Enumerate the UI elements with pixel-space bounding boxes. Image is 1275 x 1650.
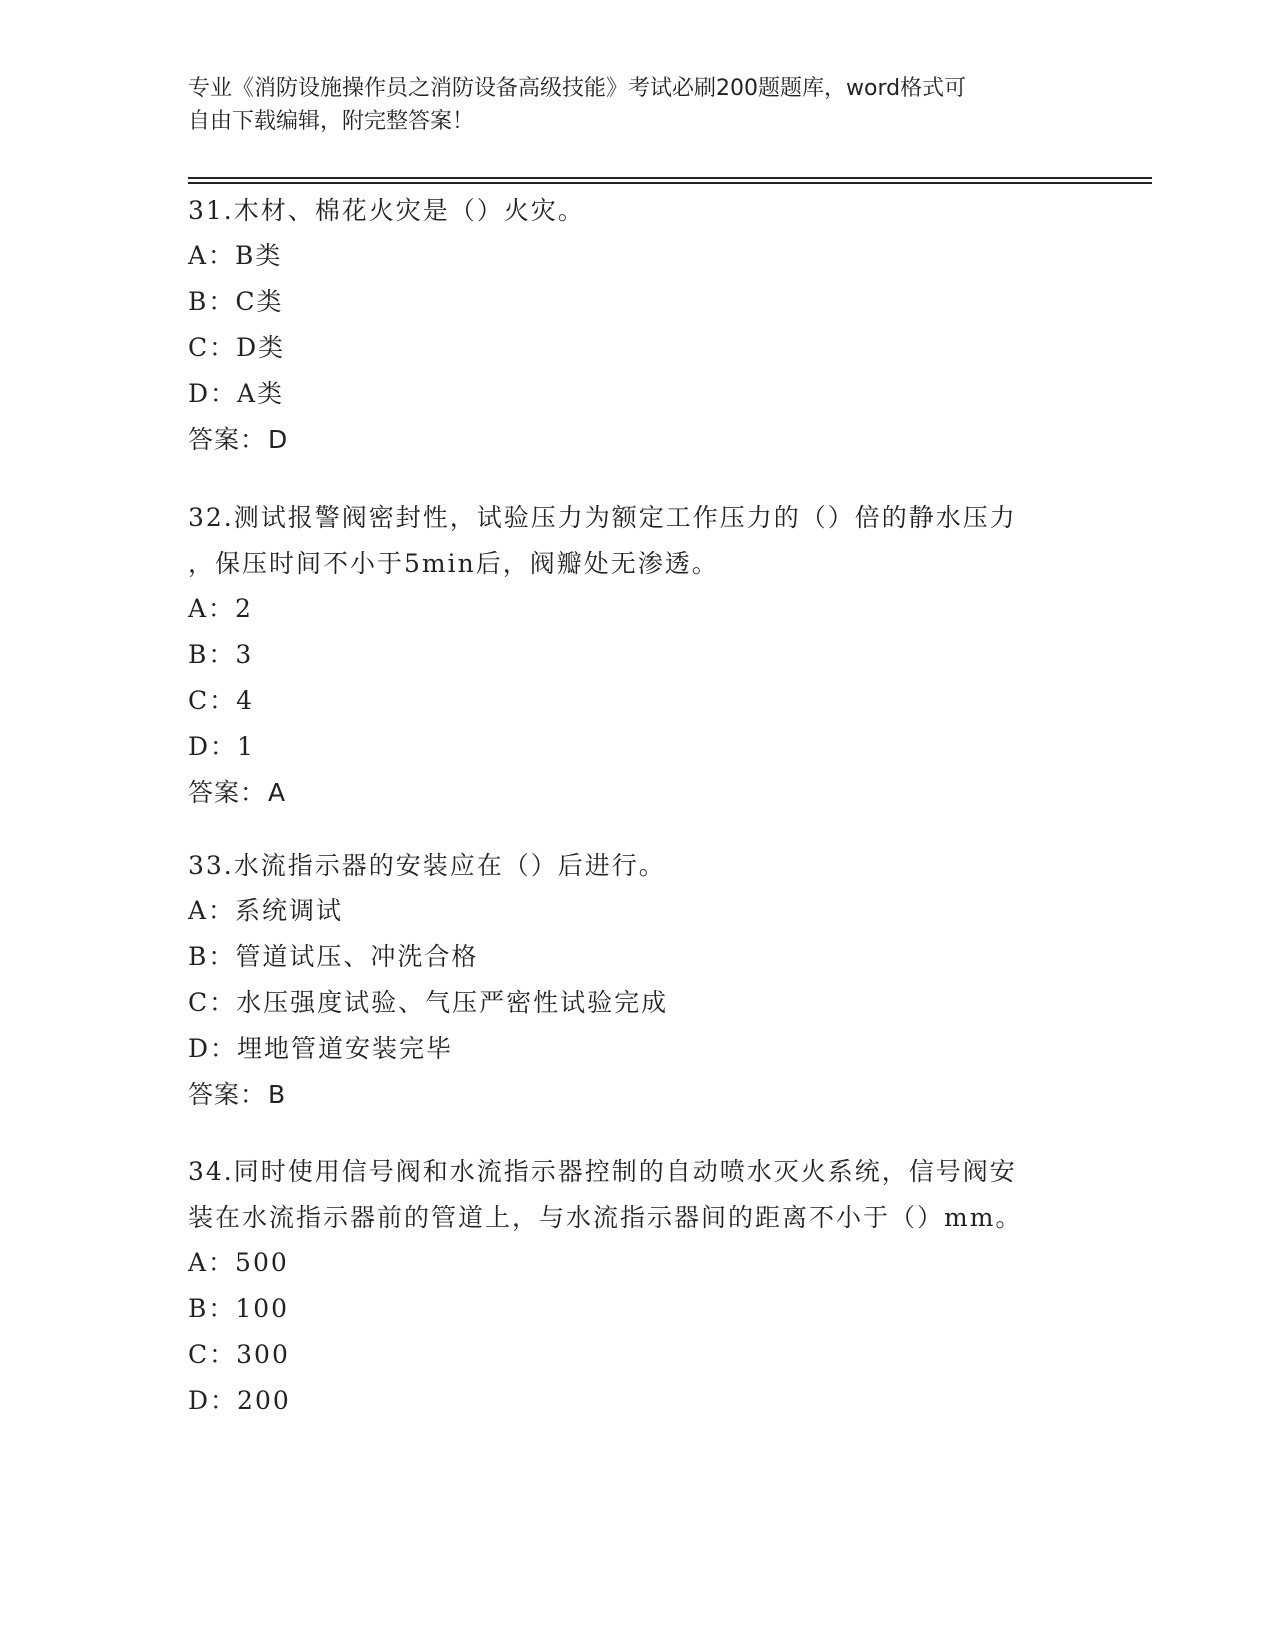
question-34 <box>188 1148 1088 1424</box>
header-line-1: 专业《消防设施操作员之消防设备高级技能》考试必刷200题题库，word格式可 <box>188 76 967 101</box>
option-a: A：2 <box>188 594 253 623</box>
option-c: C：4 <box>188 686 255 715</box>
answer-label: 答案： <box>188 1080 267 1109</box>
answer-line <box>188 770 1088 816</box>
question-text-line-1: 32.测试报警阀密封性，试验压力为额定工作压力的（）倍的静水压力 <box>188 503 1017 532</box>
document-header <box>188 72 1088 138</box>
question-32 <box>188 494 1088 816</box>
header-line-2: 自由下载编辑，附完整答案！ <box>188 109 475 134</box>
header-divider-bottom <box>188 182 1152 184</box>
question-31 <box>188 187 1088 463</box>
option-c: C：300 <box>188 1340 290 1369</box>
answer-value: A <box>268 778 287 807</box>
question-text-line-2: 装在水流指示器前的管道上，与水流指示器间的距离不小于（）mm。 <box>188 1203 1023 1232</box>
answer-line <box>188 417 1088 463</box>
option-a: A：500 <box>188 1248 289 1277</box>
option-a: A：B类 <box>188 241 283 270</box>
answer-label: 答案： <box>188 778 267 807</box>
question-33 <box>188 842 1088 1118</box>
question-text: 31.木材、棉花火灾是（）火灾。 <box>188 196 585 225</box>
option-c: C：水压强度试验、气压严密性试验完成 <box>188 988 669 1017</box>
option-b: B：管道试压、冲洗合格 <box>188 942 479 971</box>
answer-line <box>188 1072 1088 1118</box>
option-c: C：D类 <box>188 333 286 362</box>
option-d: D：200 <box>188 1386 291 1415</box>
question-text-line-1: 34.同时使用信号阀和水流指示器控制的自动喷水灭火系统，信号阀安 <box>188 1157 1017 1186</box>
option-d: D：1 <box>188 732 255 761</box>
option-b: B：C类 <box>188 287 284 316</box>
answer-value: D <box>268 425 289 454</box>
option-b: B：100 <box>188 1294 290 1323</box>
question-text: 33.水流指示器的安装应在（）后进行。 <box>188 851 666 880</box>
option-d: D：埋地管道安装完毕 <box>188 1034 454 1063</box>
option-b: B：3 <box>188 640 254 669</box>
header-divider-top <box>188 177 1152 179</box>
answer-label: 答案： <box>188 425 267 454</box>
question-text-line-2: ，保压时间不小于5min后，阀瓣处无渗透。 <box>188 549 719 578</box>
answer-value: B <box>268 1080 287 1109</box>
option-a: A：系统调试 <box>188 896 344 925</box>
option-d: D：A类 <box>188 379 285 408</box>
